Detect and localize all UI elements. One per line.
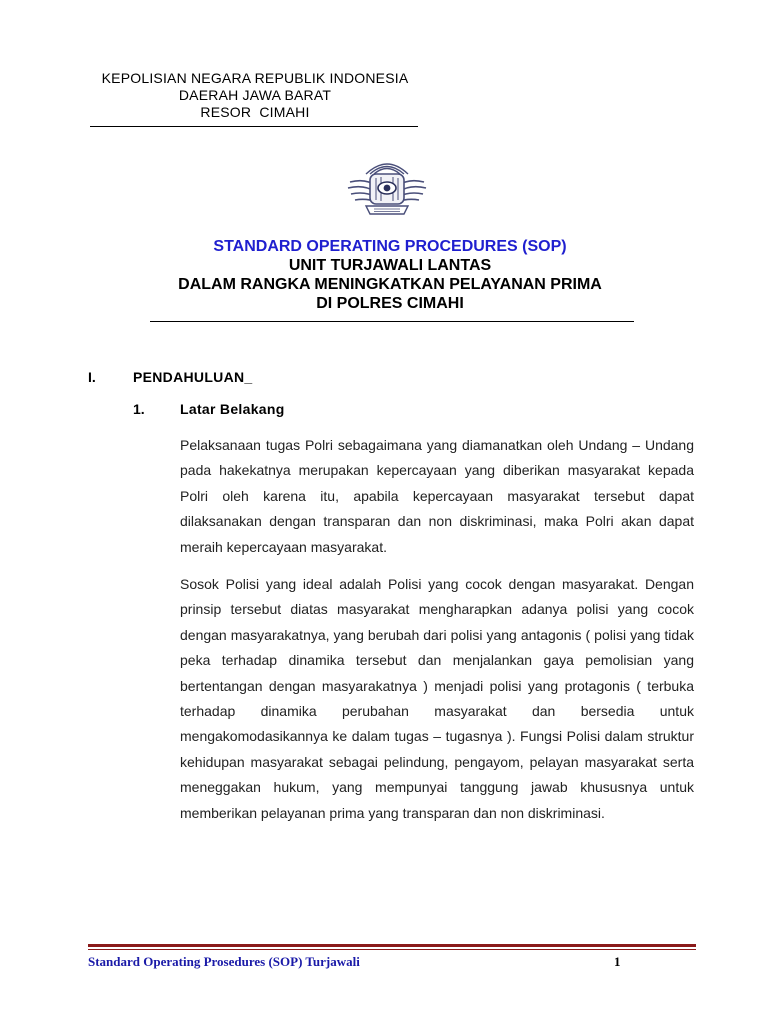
document-title-block: [120, 237, 660, 313]
footer-rule-thin: [88, 949, 696, 950]
title-line-3: DALAM RANGKA MENINGKATKAN PELAYANAN PRIMA: [178, 276, 602, 293]
paragraph-1: Pelaksanaan tugas Polri sebagaimana yang diamanatkan oleh Undang – Undang pada hakekatnya merupakan kepercayaan yang diberikan masyarakat kepada Polri oleh karena itu, apabila kepercayaan masyarakat tersebut dapat dilaksanakan dengan transparan dan non diskriminasi, maka Polri akan dapat meraih kepercayaan masyarakat.: [180, 437, 694, 555]
organization-header: [80, 70, 430, 121]
org-line-1: KEPOLISIAN NEGARA REPUBLIK INDONESIA: [101, 70, 409, 86]
footer-rule-thick: [88, 944, 696, 947]
title-line-4: DI POLRES CIMAHI: [316, 295, 464, 312]
org-line-2: DAERAH JAWA BARAT: [178, 87, 332, 103]
police-emblem-icon: [346, 152, 428, 220]
section-number: I.: [88, 369, 96, 385]
section-title: PENDAHULUAN_: [133, 369, 253, 385]
subsection-title: Latar Belakang: [180, 401, 285, 417]
title-line-2: UNIT TURJAWALI LANTAS: [288, 257, 492, 274]
title-divider: [150, 321, 634, 322]
footer-title: Standard Operating Prosedures (SOP) Turjawali: [88, 954, 360, 969]
subsection-number: 1.: [133, 401, 145, 417]
title-line-1: STANDARD OPERATING PROCEDURES (SOP): [213, 238, 567, 255]
paragraph-2: Sosok Polisi yang ideal adalah Polisi yang cocok dengan masyarakat. Dengan prinsip tersebut diatas masyarakat mengharapkan adanya polisi yang cocok dengan masyarakatnya, yang berubah dari polisi yang antagonis ( polisi yang tidak peka terhadap dinamika tersebut dan menjalankan gaya pemolisian yang bertentangan dengan masyarakatnya ) menjadi polisi yang protagonis ( terbuka terhadap dinamika perubahan masyarakat dan bersedia untuk mengakomodasikannya ke dalam tugas – tugasnya ). Fungsi Polisi dalam struktur kehidupan masyarakat sebagai pelindung, pengayom, pelayan masyarakat serta meneggakan hukum, yang mempunyai tanggung jawab khususnya untuk memberikan pelayanan prima yang transparan dan non diskriminasi.: [180, 576, 694, 821]
org-line-3: RESOR CIMAHI: [200, 104, 310, 120]
header-divider: [90, 126, 418, 127]
page-number: 1: [614, 954, 621, 969]
